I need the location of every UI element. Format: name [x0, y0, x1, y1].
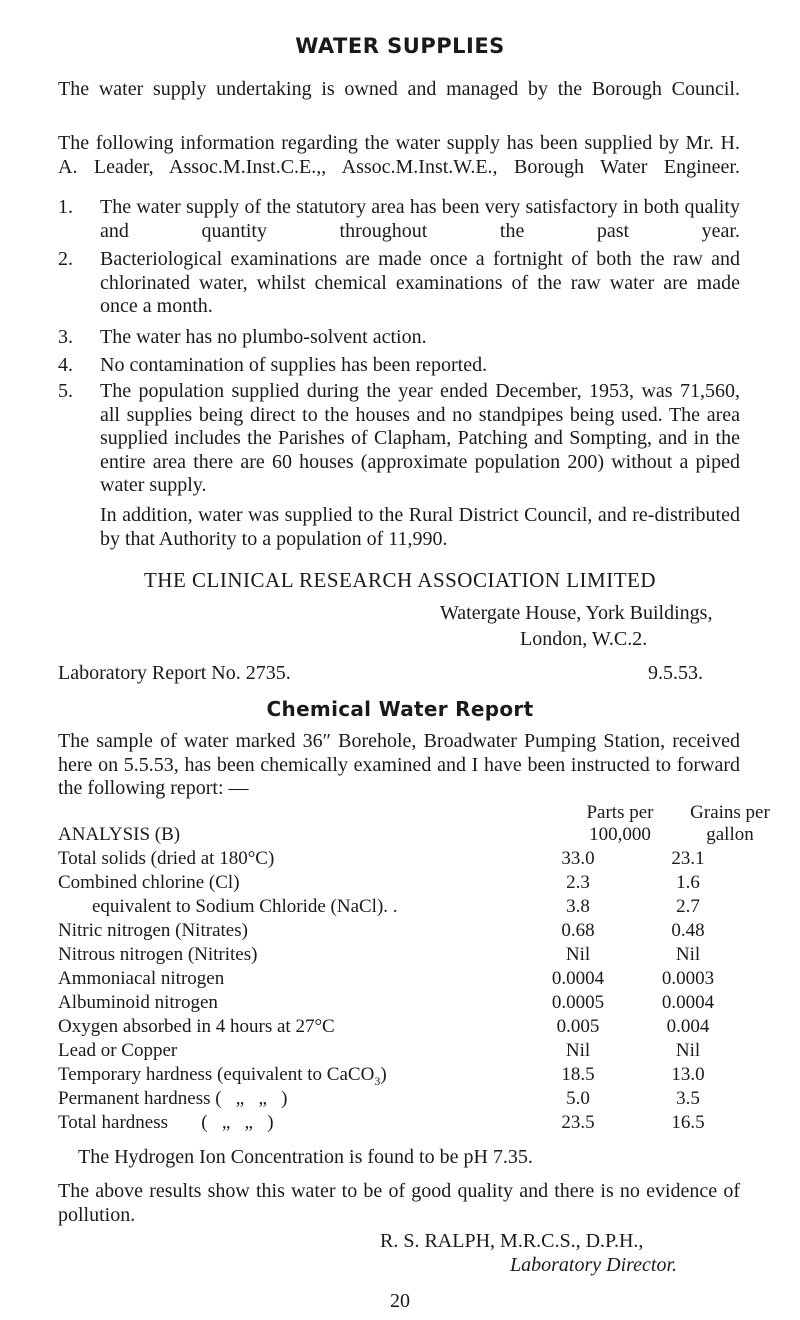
intro-paragraph-1: The water supply undertaking is owned and managed by the Borough Council. — [58, 78, 740, 100]
point-5-extra: In addition, water was supplied to the Rural District Council, and re-distributed by that Authority to a population of 11,990. — [100, 504, 740, 550]
parts-header-line-1: Parts per — [586, 802, 654, 823]
point-4-text: No contamination of supplies has been reported. — [100, 354, 488, 376]
grains-header-line-2: gallon — [706, 824, 754, 845]
row-label: Total hardness ( „ „ ) — [58, 1112, 274, 1133]
point-1-text: The water supply of the statutory area has been very satisfactory in both quality and quantity throughout the past year. — [100, 196, 740, 242]
row-grains: 23.1 — [671, 848, 705, 869]
row-parts: 18.5 — [561, 1064, 595, 1085]
row-grains: 0.48 — [671, 920, 705, 941]
signatory-title: Laboratory Director. — [510, 1254, 678, 1276]
page-title: WATER SUPPLIES — [295, 34, 505, 58]
point-5-text: The population supplied during the year ended December, 1953, was 71,560, all supplies being direct to the houses and no standpipes being used. The area supplied includes the Parishes of Clapham, Patching and Sompting, and in the entire area there are 60 houses (approximate population 200) without a piped water supply. — [100, 380, 740, 496]
row-label: Lead or Copper — [58, 1040, 178, 1061]
analysis-label: ANALYSIS (B) — [58, 824, 181, 845]
row-parts: 0.0005 — [551, 992, 605, 1013]
row-grains: 13.0 — [671, 1064, 705, 1085]
table-row — [58, 1064, 718, 1088]
point-3-text: The water has no plumbo-solvent action. — [100, 326, 427, 348]
organisation-name: THE CLINICAL RESEARCH ASSOCIATION LIMITED — [143, 568, 657, 592]
table-row — [58, 1040, 718, 1064]
table-row — [58, 1016, 718, 1040]
row-label: Ammoniacal nitrogen — [58, 968, 225, 989]
table-row — [58, 968, 718, 992]
row-grains: Nil — [675, 1040, 701, 1061]
table-row — [58, 848, 718, 872]
row-label: equivalent to Sodium Chloride (NaCl). . — [92, 896, 398, 917]
row-label: Oxygen absorbed in 4 hours at 27°C — [58, 1016, 335, 1037]
point-5-number: 5. — [58, 380, 73, 402]
table-row — [58, 1112, 718, 1136]
row-grains: 1.6 — [676, 872, 700, 893]
row-grains: 2.7 — [676, 896, 700, 917]
report-date: 9.5.53. — [648, 662, 703, 684]
address-line-2: London, W.C.2. — [520, 628, 648, 650]
intro-paragraph-2: The following information regarding the water supply has been supplied by Mr. H. A. Leader, Assoc.M.Inst.C.E.,, Assoc.M.Inst.W.E., Borough Water Engineer. — [58, 132, 740, 178]
row-label: Temporary hardness (equivalent to CaCO$_3$) — [58, 1064, 387, 1088]
row-grains: 0.004 — [666, 1016, 710, 1037]
row-grains: Nil — [675, 944, 701, 965]
row-parts: 0.005 — [556, 1016, 600, 1037]
row-label: Permanent hardness ( „ „ ) — [58, 1088, 288, 1109]
row-grains: 3.5 — [676, 1088, 700, 1109]
table-row — [58, 896, 718, 920]
table-row — [58, 992, 718, 1016]
point-3-number: 3. — [58, 326, 73, 348]
point-1-number: 1. — [58, 196, 73, 218]
row-grains: 0.0003 — [661, 968, 715, 989]
row-parts: Nil — [565, 1040, 591, 1061]
report-intro: The sample of water marked 36″ Borehole, Broadwater Pumping Station, received here on 5.5.53, has been chemically examined and I have been instructed to forward the following report: — — [58, 730, 740, 799]
point-4-number: 4. — [58, 354, 73, 376]
row-parts: Nil — [565, 944, 591, 965]
row-parts: 2.3 — [566, 872, 590, 893]
ph-line: The Hydrogen Ion Concentration is found to be pH 7.35. — [78, 1146, 533, 1168]
row-parts: 33.0 — [561, 848, 595, 869]
signatory: R. S. RALPH, M.R.C.S., D.P.H., — [380, 1230, 644, 1252]
row-grains: 16.5 — [671, 1112, 705, 1133]
point-2-number: 2. — [58, 248, 73, 270]
row-label: Combined chlorine (Cl) — [58, 872, 240, 893]
table-row — [58, 944, 718, 968]
row-label: Total solids (dried at 180°C) — [58, 848, 275, 869]
row-label: Nitric nitrogen (Nitrates) — [58, 920, 248, 941]
table-row — [58, 872, 718, 896]
row-label: Albuminoid nitrogen — [58, 992, 218, 1013]
table-row — [58, 920, 718, 944]
point-2-text: Bacteriological examinations are made once a fortnight of both the raw and chlorinated water, whilst chemical examinations of the raw water are made once a month. — [100, 248, 740, 317]
row-parts: 0.68 — [561, 920, 595, 941]
row-parts: 5.0 — [566, 1088, 590, 1109]
conclusion: The above results show this water to be of good quality and there is no evidence of pollution. — [58, 1180, 740, 1226]
row-parts: 0.0004 — [551, 968, 605, 989]
address-line-1: Watergate House, York Buildings, — [440, 602, 713, 624]
row-parts: 23.5 — [561, 1112, 595, 1133]
laboratory-report-number: Laboratory Report No. 2735. — [58, 662, 291, 684]
table-row — [58, 1088, 718, 1112]
page-number: 20 — [390, 1290, 410, 1312]
grains-header-line-1: Grains per — [690, 802, 770, 823]
row-grains: 0.0004 — [661, 992, 715, 1013]
row-label: Nitrous nitrogen (Nitrites) — [58, 944, 258, 965]
parts-header-line-2: 100,000 — [589, 824, 651, 845]
report-heading: Chemical Water Report — [266, 697, 534, 721]
row-parts: 3.8 — [566, 896, 590, 917]
